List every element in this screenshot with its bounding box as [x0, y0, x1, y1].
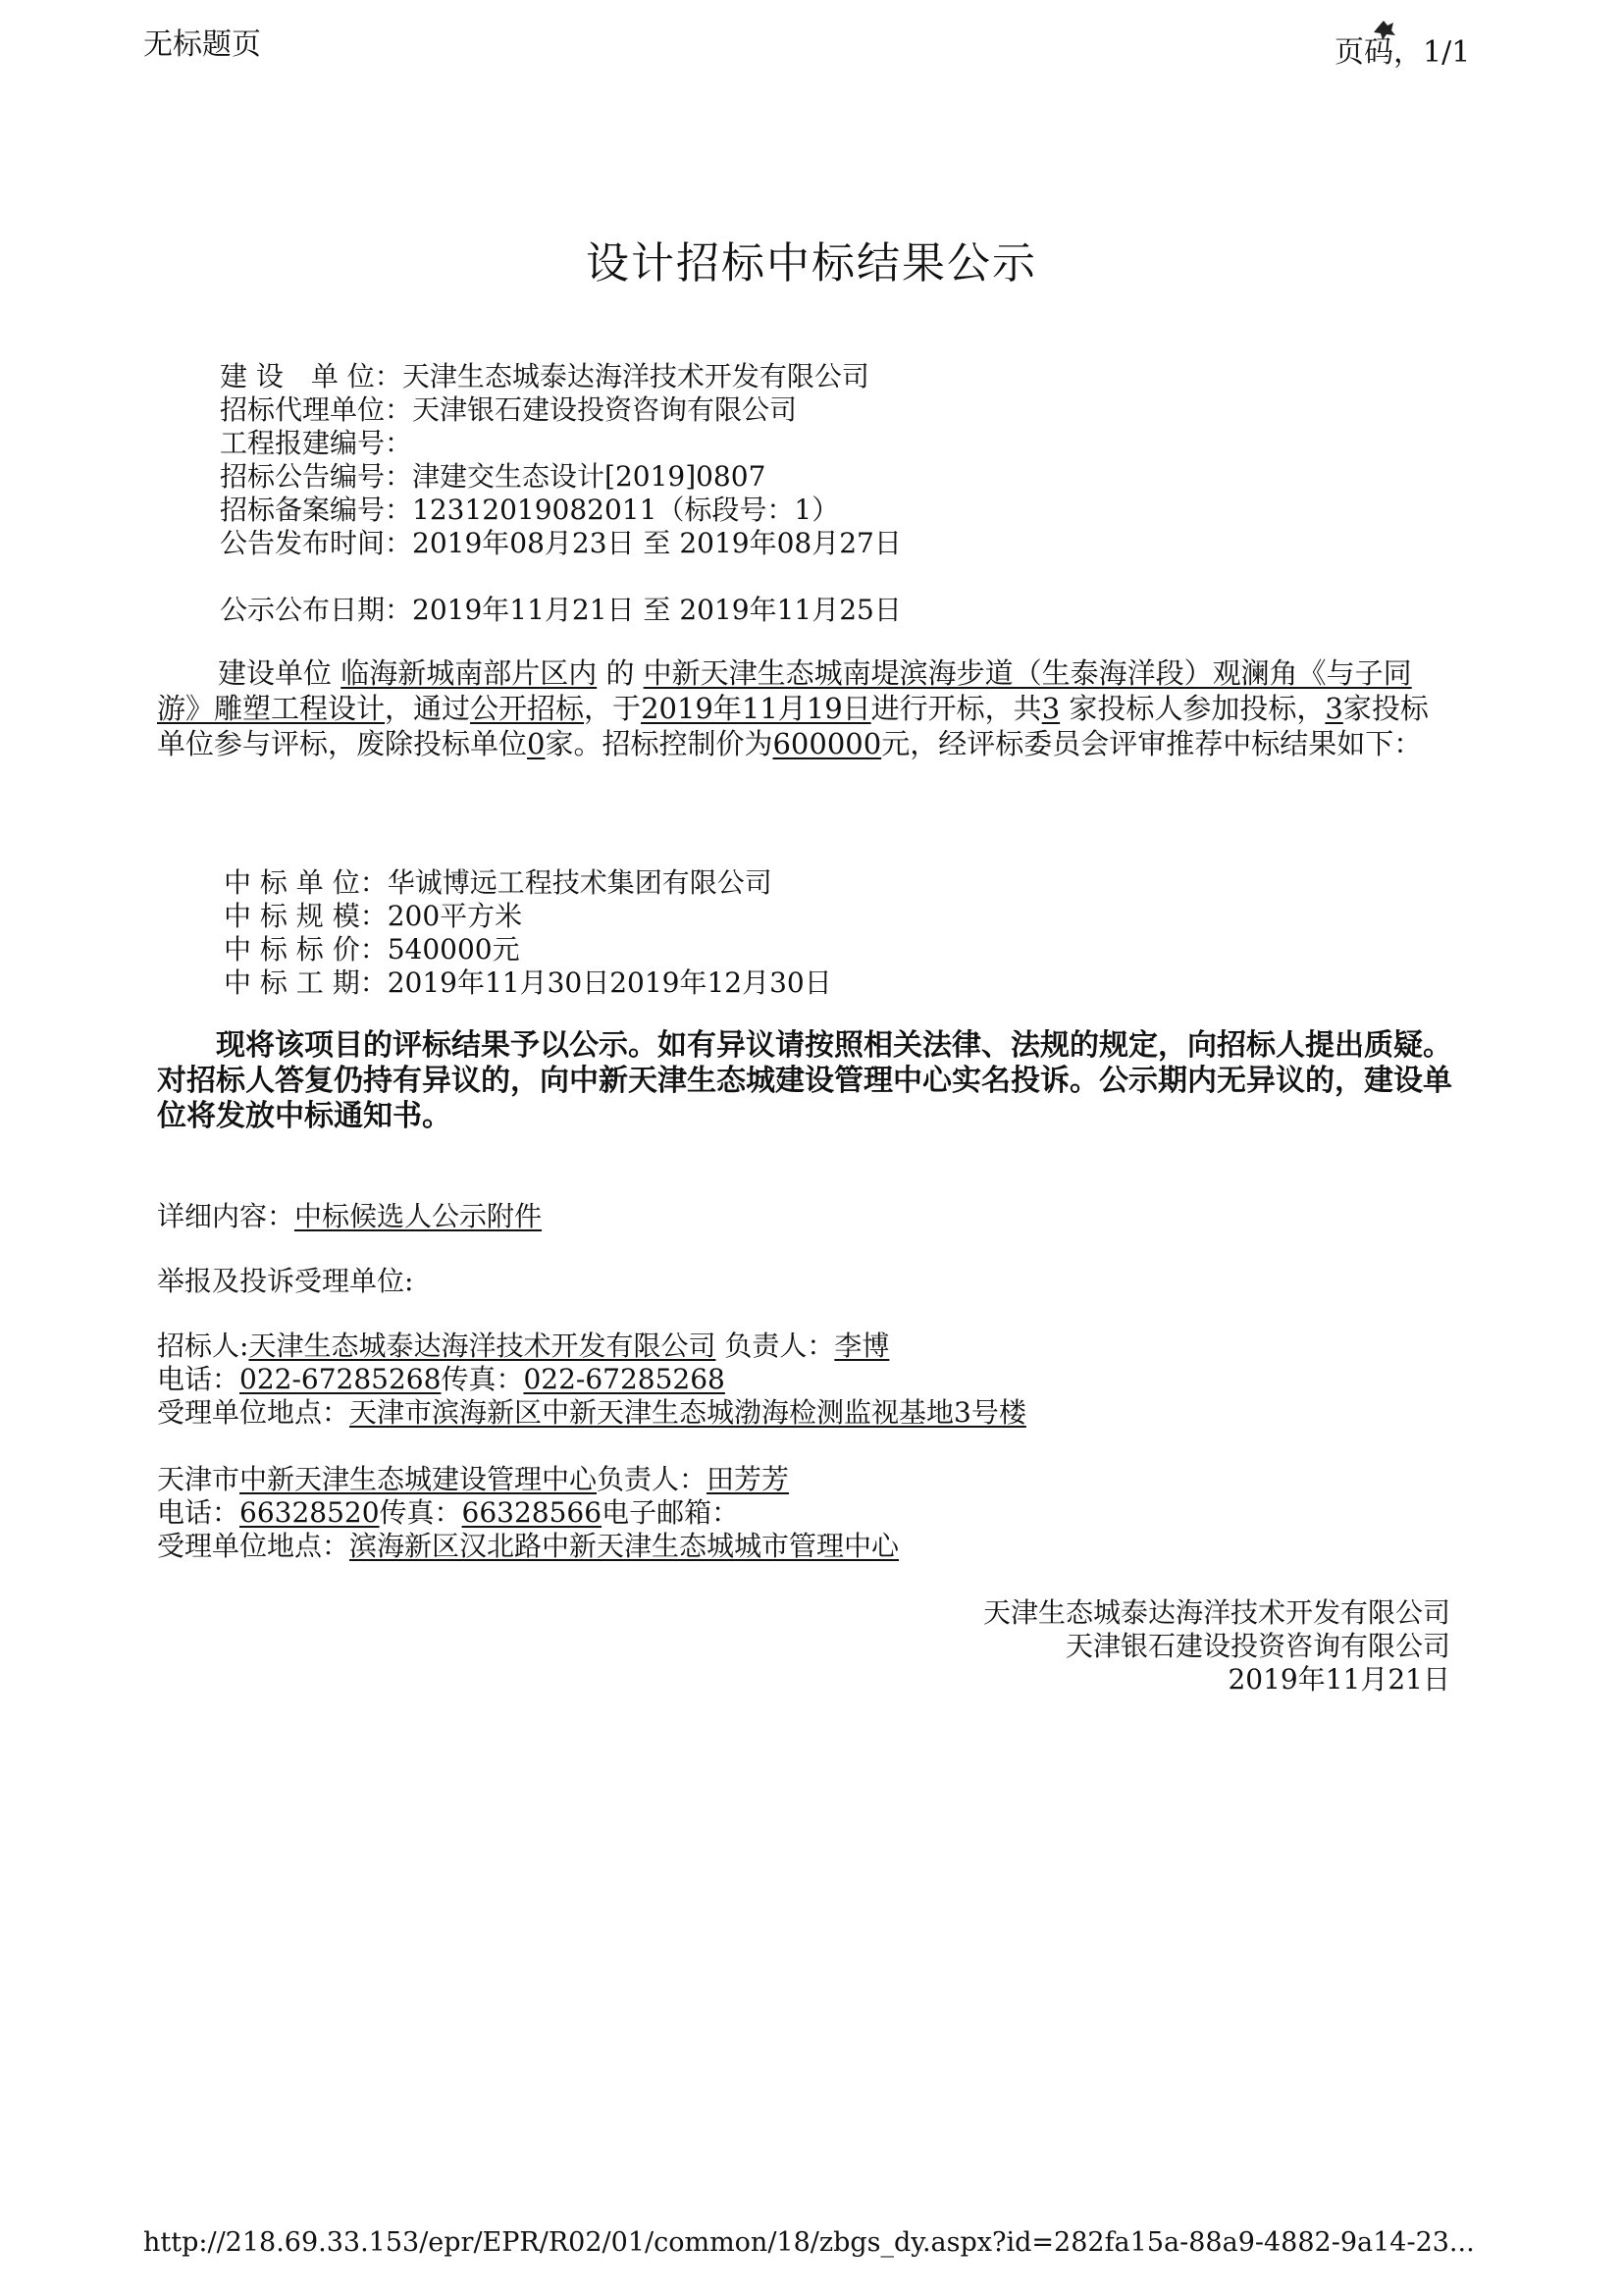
- contact-person: 田芳芳: [707, 1463, 790, 1495]
- info-label: 招标备案编号：: [220, 494, 413, 526]
- result-value: 2019年11月30日2019年12月30日: [387, 966, 832, 999]
- result-label: 中 标 单 位：: [224, 866, 388, 899]
- fax-label: 传真：: [379, 1496, 462, 1529]
- complaint-heading: 举报及投诉受理单位:: [157, 1265, 414, 1297]
- contact-org-link[interactable]: 中新天津生态城建设管理中心: [239, 1463, 598, 1495]
- fax-value: 66328566: [461, 1496, 602, 1529]
- tel-value: 66328520: [239, 1496, 380, 1529]
- body-text: 的: [597, 656, 644, 690]
- contact1-address-row: [157, 1391, 1026, 1431]
- tel-label: 电话：: [157, 1496, 240, 1529]
- page-header-right: 页码，1/1: [1335, 35, 1471, 70]
- signature-org2: 天津银石建设投资咨询有限公司: [1065, 1630, 1450, 1662]
- rejected-count: 0: [527, 727, 546, 760]
- info-label: 招标代理单位：: [220, 393, 413, 426]
- ink-blot-icon: [1372, 18, 1397, 43]
- body-text: 家。招标控制价为: [545, 727, 773, 760]
- body-text: 建设单位: [218, 656, 341, 690]
- result-label: 中 标 工 期：: [224, 966, 388, 999]
- page-header-left: 无标题页: [143, 27, 261, 62]
- footer-url: http://218.69.33.153/epr/EPR/R02/01/common/18/zbgs_dy.aspx?id=282fa15a-88a9-4882-9a14-23...: [143, 2227, 1475, 2258]
- info-label: 招标公告编号：: [220, 460, 413, 493]
- contact-org-link[interactable]: 天津生态城泰达海洋技术开发有限公司: [248, 1330, 716, 1362]
- address-label: 受理单位地点：: [157, 1396, 350, 1429]
- fax-label: 传真：: [441, 1363, 524, 1395]
- open-date: 2019年11月19日: [641, 692, 871, 725]
- result-label: 中 标 规 模：: [224, 900, 388, 932]
- body-text: 进行开标，共: [870, 692, 1042, 725]
- bidder-count: 3: [1041, 692, 1061, 725]
- body-text: 元，经评标委员会评审推荐中标结果如下：: [881, 727, 1423, 760]
- contact-person: 李博: [834, 1330, 890, 1362]
- contact-person-label: 负责人：: [597, 1463, 707, 1495]
- body-text: ，通过: [385, 692, 471, 725]
- bid-method: 公开招标: [470, 692, 585, 725]
- body-text: 家投标单位参与评标，废除投标单位: [157, 692, 1429, 760]
- info-label: 建 设 单 位：: [220, 360, 402, 392]
- info-value: 津建交生态设计[2019]0807: [412, 460, 766, 493]
- publicity-row: [220, 589, 902, 628]
- result-value: 200平方米: [387, 900, 523, 932]
- info-value: 2019年11月21日 至 2019年11月25日: [412, 594, 902, 626]
- detail-row: [157, 1195, 542, 1234]
- announcement-paragraph: [157, 655, 1452, 761]
- signature-org1: 天津生态城泰达海洋技术开发有限公司: [982, 1596, 1450, 1629]
- body-text: 家投标人参加投标，: [1060, 692, 1326, 725]
- detail-label: 详细内容：: [157, 1200, 295, 1232]
- contact-person-label: 负责人：: [715, 1330, 835, 1362]
- contact2-address-row: [157, 1525, 899, 1564]
- tel-label: 电话：: [157, 1363, 240, 1395]
- signature-date: 2019年11月21日: [1228, 1663, 1450, 1696]
- info-value: 2019年08月23日 至 2019年08月27日: [412, 527, 902, 559]
- fax-value: 022-67285268: [523, 1363, 725, 1395]
- address-value: 天津市滨海新区中新天津生态城渤海检测监视基地3号楼: [349, 1396, 1026, 1429]
- info-label: 公示公布日期：: [220, 594, 413, 626]
- objection-notice: 现将该项目的评标结果予以公示。如有异议请按照相关法律、法规的规定，向招标人提出质疑。对招标人答复仍持有异议的，向中新天津生态城建设管理中心实名投诉。公示期内无异议的，建设单位将发放中标通知书。: [157, 1028, 1452, 1133]
- info-value: 天津生态城泰达海洋技术开发有限公司: [401, 360, 869, 392]
- result-value: 华诚博远工程技术集团有限公司: [387, 866, 772, 899]
- page-title: 设计招标中标结果公示: [586, 238, 1037, 288]
- result-label: 中 标 标 价：: [224, 933, 388, 965]
- project-name: 中新天津生态城南堤滨海步道（生泰海洋段）观澜角《与子同游》雕塑工程设计: [157, 656, 1412, 725]
- email-label: 电子邮箱：: [602, 1496, 740, 1529]
- address-value: 滨海新区汉北路中新天津生态城城市管理中心: [349, 1530, 900, 1562]
- evaluated-count: 3: [1325, 692, 1343, 725]
- contact-prefix: 天津市: [157, 1463, 240, 1495]
- tel-value: 022-67285268: [239, 1363, 442, 1395]
- attachment-link[interactable]: 中标候选人公示附件: [294, 1200, 543, 1232]
- info-label: 公告发布时间：: [220, 527, 413, 559]
- location-text: 临海新城南部片区内: [340, 656, 598, 690]
- info-value: 12312019082011（标段号：1）: [412, 494, 840, 526]
- contact-prefix: 招标人:: [157, 1330, 249, 1362]
- info-value: 天津银石建设投资咨询有限公司: [412, 393, 798, 426]
- info-label: 工程报建编号：: [220, 427, 413, 459]
- info-row: [220, 522, 902, 561]
- address-label: 受理单位地点：: [157, 1530, 350, 1562]
- body-text: ，于: [584, 692, 642, 725]
- result-row: [224, 962, 832, 1001]
- result-value: 540000元: [387, 933, 520, 965]
- control-price: 600000: [772, 727, 882, 760]
